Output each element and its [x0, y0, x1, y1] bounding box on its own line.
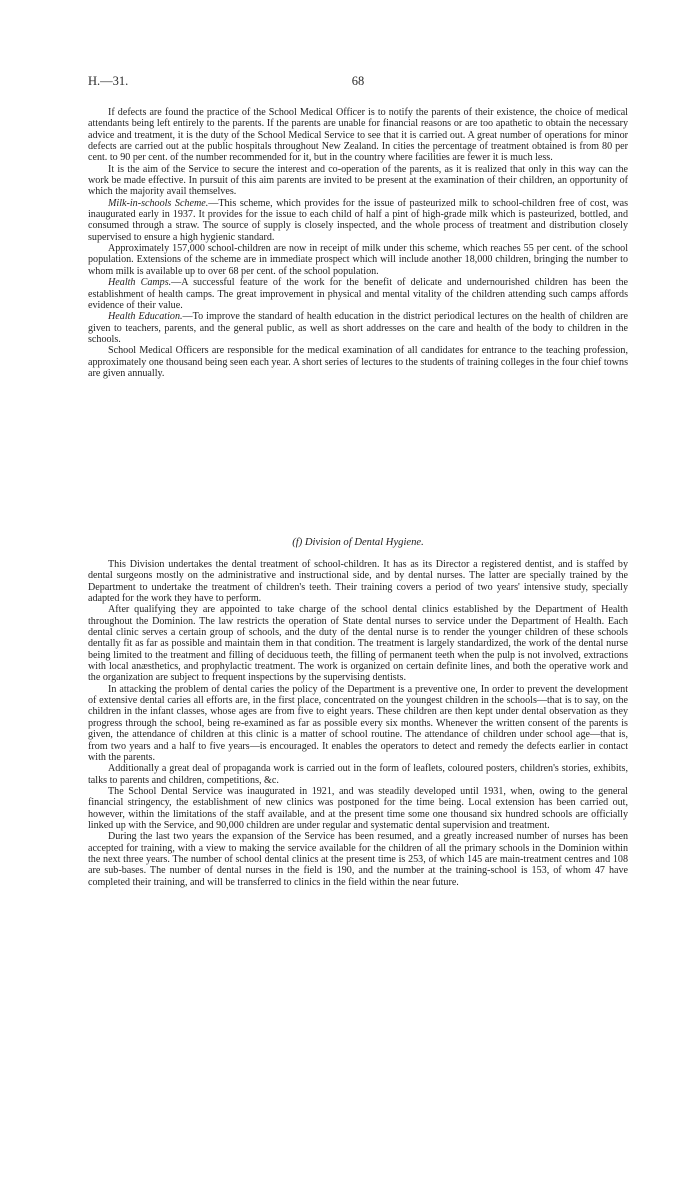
paragraph-service-expansion: During the last two years the expansion of the Service has been resumed, and a greatly increased number of nurses has been accepted for training, with a view to making the service available for the children of all the primary schools in the Dominion within the next three years. The number of school dental clinics at the present time is 253, of which 145 are main-treatment centres and 108 are sub-bases. The number of dental nurses in the field is 190, and the number at the training-school is 153, of whom 47 have completed their training, and will be transferred to clinics in the field within the near future. [88, 831, 628, 888]
paragraph-propaganda: Additionally a great deal of propaganda work is carried out in the form of leaflets, coloured posters, children's stories, exhibits, talks to parents and children, competitions, &c. [88, 763, 628, 786]
milk-scheme-title: Milk-in-schools Scheme. [108, 197, 209, 209]
section-heading-dental-hygiene: (f) Division of Dental Hygiene. [292, 537, 424, 548]
school-medical-section [88, 107, 628, 379]
paragraph-cooperation: It is the aim of the Service to secure the interest and co-operation of the parents, as it is realized that only in this way can the work be made effective. In pursuit of this aim parents are invited to be present at the examination of their children, an opportunity of which the majority avail themselves. [88, 163, 628, 198]
health-education-text: —To improve the standard of health education in the district periodical lectures on the health of children are given to teachers, parents, and the general public, as well as short addresses on the care and health of the body to children in the schools. [88, 311, 628, 345]
paragraph-health-education [88, 311, 628, 345]
page-number: 68 [351, 74, 365, 88]
milk-scheme-text: —This scheme, which provides for the issue of pasteurized milk to school-children free of cost, was inaugurated early in 1937. It provides for the issue to each child of half a pint of high-grade milk which is pasteurized, bottled, and consumed through a straw. The source of supply is closely inspected, and the whole process of treatment and distribution closely supervised to ensure a high hygienic standard. [88, 197, 628, 243]
page-header [88, 74, 628, 90]
health-education-title: Health Education. [108, 311, 183, 323]
paragraph-milk-scheme [88, 198, 628, 243]
paragraph-teaching-candidates: School Medical Officers are responsible for the medical examination of all candidates for entrance to the teaching profession, approximately one thousand being seen each year. A short series of lectures to the students of training colleges in the four chief towns are given annually. [88, 345, 628, 379]
paragraph-dental-caries-policy: In attacking the problem of dental caries the policy of the Department is a preventive one, In order to prevent the development of extensive dental caries all efforts are, in the first place, concentrated on the youngest children in the schools—that is to say, on the children in the infant classes, whose ages are from five to eight years. These children are then kept under dental observation as they progress through the school, being re-examined as far as possible every six months. Whenever the written consent of the parents is given, the attendance of children at this clinic is a matter of school routine. The attendance of children under school age—that is, from two years and a half to five years—is encouraged. It enables the operators to detect and remedy the defects earlier in contact with the parents. [88, 683, 628, 763]
document-code: H.—31. [88, 74, 129, 88]
paragraph-division-overview: This Division undertakes the dental treatment of school-children. It has as its Director a registered dentist, and is staffed by dental surgeons mostly on the administrative and instructional side, and by dental nurses. The latter are specially trained by the Department to undertake the treatment of children's teeth. Their training covers a period of two years' intensive study, specially adapted for the work they have to perform. [88, 559, 628, 605]
dental-hygiene-section [88, 559, 628, 888]
paragraph-defects: If defects are found the practice of the School Medical Officer is to notify the parents of their existence, the choice of medical attendants being left entirely to the parents. If the parents are unable for financial reasons or are too apathetic to obtain the necessary advice and treatment, it is the duty of the School Medical Service to see that it is carried out. A great number of operations for minor defects are carried out at the public hospitals throughout New Zealand. In cities the percentage of treatment obtained is from 80 per cent. to 90 per cent. of the number recommended for it, but in the country where facilities are fewer it is much less. [88, 107, 628, 164]
paragraph-milk-statistics: Approximately 157,000 school-children are now in receipt of milk under this scheme, which reaches 55 per cent. of the school population. Extensions of the scheme are in immediate prospect which will include another 18,000 children, bringing the number to whom milk is available up to over 68 per cent. of the school population. [88, 243, 628, 277]
health-camps-text: —A successful feature of the work for the benefit of delicate and undernourished children has been the establishment of health camps. The great improvement in physical and mental vitality of the children attending such camps affords evidence of their value. [88, 277, 628, 311]
paragraph-dental-clinics: After qualifying they are appointed to take charge of the school dental clinics established by the Department of Health throughout the Dominion. The law restricts the operation of State dental nurses to service under the Department of Health. Each dental clinic serves a certain group of schools, and the duty of the dental nurse is to render the younger children of these schools dentally fit as far as possible and maintain them in that condition. The treatment is largely standardized, the work of the dental nurse being limited to the treatment and filling of deciduous teeth, the filling of permanent teeth when the pulp is not involved, extractions with local anæsthetics, and prophylactic treatment. The work is organized on certain definite lines, and both the operative work and the organization are subject to frequent inspections by the supervising dentists. [88, 604, 628, 684]
health-camps-title: Health Camps. [108, 277, 172, 289]
paragraph-health-camps [88, 277, 628, 311]
paragraph-service-history: The School Dental Service was inaugurated in 1921, and was steadily developed until 1931, when, owing to the general financial stringency, the establishment of new clinics was postponed for the time being. Local extension has been carried out, however, within the limitations of the staff available, and at the present time some one thousand six hundred schools are officially linked up with the Service, and 90,000 children are under regular and systematic dental supervision and treatment. [88, 785, 628, 831]
